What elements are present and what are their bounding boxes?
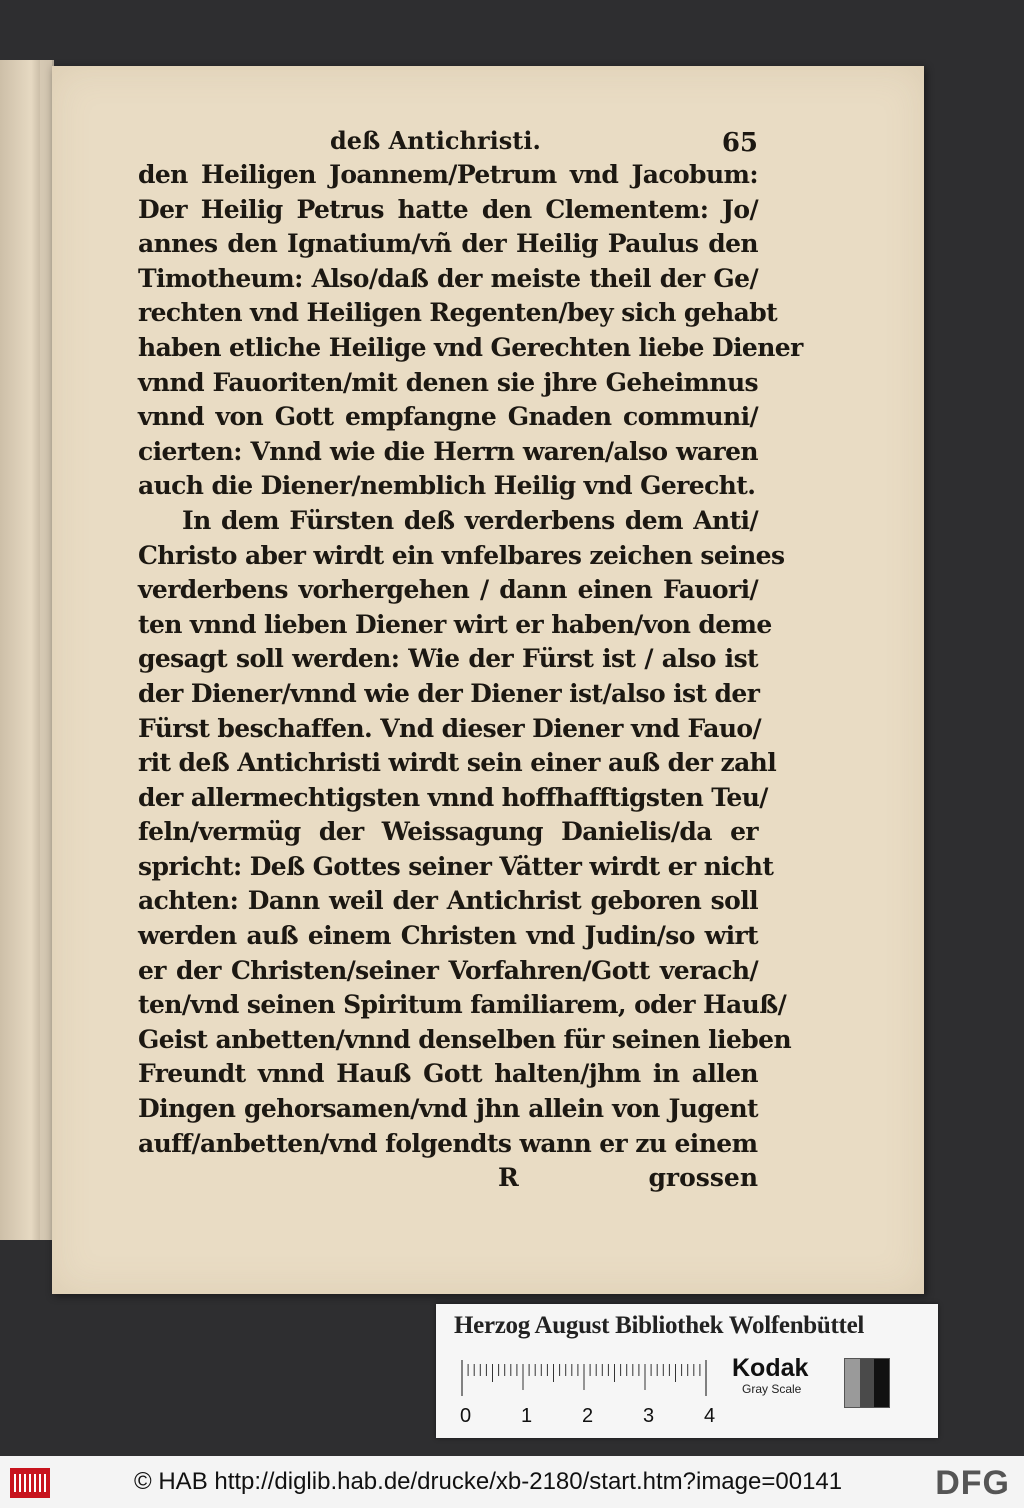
text-line: achten: Dann weil der Antichrist geboren soll	[138, 886, 758, 916]
catchword: grossen	[648, 1163, 758, 1193]
copyright-link[interactable]: © HAB http://diglib.hab.de/drucke/xb-2180/start.htm?image=00141	[134, 1468, 843, 1495]
ruler-number: 0	[460, 1405, 472, 1426]
text-line: auff/anbetten/vnd folgendts wann er zu einem	[138, 1128, 758, 1158]
text-line: vnnd von Gott empfangne Gnaden communi/	[138, 402, 758, 432]
text-line: annes den Ignatium/vñ der Heilig Paulus den	[138, 229, 758, 259]
running-head-title: deß Antichristi.	[330, 126, 541, 155]
text-line: vnnd Fauoriten/mit denen sie jhre Geheimnus	[138, 367, 758, 397]
text-line: den Heiligen Joannem/Petrum vnd Jacobum:	[138, 160, 758, 189]
footer-bar	[0, 1456, 1024, 1508]
ruler-number: 2	[582, 1405, 594, 1426]
text-line: cierten: Vnnd wie die Herrn waren/also waren	[138, 436, 758, 466]
signature-mark: R	[498, 1163, 519, 1193]
text-line: Der Heilig Petrus hatte den Clementem: Jo/	[138, 194, 758, 224]
text-line: verderbens vorhergehen / dann einen Fauori/	[138, 575, 758, 605]
page-number: 65	[721, 128, 758, 158]
swatch-dark	[874, 1359, 889, 1407]
page-footer-row	[138, 1163, 758, 1199]
ruler-number: 1	[521, 1405, 533, 1426]
ruler-number: 3	[643, 1405, 655, 1426]
text-line: auch die Diener/nemblich Heilig vnd Gerecht.	[138, 471, 756, 501]
text-line: spricht: Deß Gottes seiner Vätter wirdt er nicht	[138, 851, 774, 881]
text-line: der allermechtigsten vnnd hoffhafftigsten Teu/	[138, 782, 768, 812]
kodak-label: Kodak	[732, 1354, 809, 1382]
text-line: Fürst beschaffen. Vnd dieser Diener vnd Fauo/	[138, 713, 762, 743]
text-line: ten vnnd lieben Diener wirt er haben/von deme	[138, 609, 772, 639]
text-lines	[138, 158, 803, 1161]
text-line: der Diener/vnnd wie der Diener ist/also ist der	[138, 678, 760, 708]
hab-logo-icon	[10, 1468, 50, 1498]
gray-scale-label: Gray Scale	[742, 1382, 802, 1396]
text-line: In dem Fürsten deß verderbens dem Anti/	[182, 505, 758, 535]
text-line: Geist anbetten/vnnd denselben für seinen lieben	[138, 1024, 792, 1054]
text-line: Christo aber wirdt ein vnfelbares zeichen seines	[138, 540, 785, 570]
swatch-light	[845, 1359, 860, 1407]
ruler-number: 4	[704, 1405, 716, 1426]
text-line: Freundt vnnd Hauß Gott halten/jhm in allen	[138, 1059, 758, 1089]
text-line: werden auß einem Christen vnd Judin/so wirt	[138, 921, 758, 951]
gray-swatches	[844, 1358, 890, 1408]
text-line: rechten vnd Heiligen Regenten/bey sich gehabt	[138, 298, 778, 328]
card-title: Herzog August Bibliothek Wolfenbüttel	[454, 1312, 865, 1339]
swatch-mid	[860, 1359, 875, 1407]
ruler	[456, 1356, 738, 1426]
text-line: Timotheum: Also/daß der meiste theil der Ge/	[138, 263, 758, 293]
text-line: rit deß Antichristi wirdt sein einer auß der zahl	[138, 748, 777, 778]
running-head	[138, 118, 758, 158]
text-line: Dingen gehorsamen/vnd jhn allein von Jugent	[138, 1094, 758, 1124]
text-line: feln/vermüg der Weissagung Danielis/da er	[138, 817, 758, 847]
text-line: er der Christen/seiner Vorfahren/Gott verach/	[138, 955, 758, 985]
text-line: ten/vnd seinen Spiritum familiarem, oder Hauß/	[138, 990, 787, 1020]
text-line: haben etliche Heilige vnd Gerechten liebe Diener	[138, 332, 803, 362]
book-page	[52, 66, 924, 1294]
text-line: gesagt soll werden: Wie der Fürst ist / also ist	[138, 644, 758, 674]
dfg-logo: DFG	[935, 1464, 1010, 1502]
text-block	[138, 118, 803, 1199]
archive-color-card	[436, 1304, 938, 1438]
